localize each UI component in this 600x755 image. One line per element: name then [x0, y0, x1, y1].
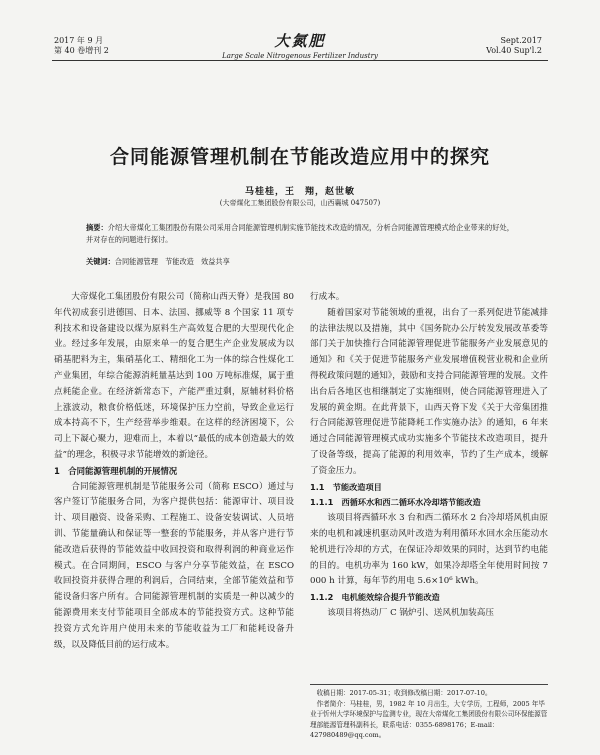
article-affiliation: (大帝煤化工集团股份有限公司，山西襄城 047507) [219, 199, 381, 207]
policy-paragraph: 随着国家对节能领域的重视，出台了一系列促进节能减排的法律法规以及措施，其中《国务院办公厅转发发展改革委等部门关于加快推行合同能源管理促进节能服务产业发展意见的通知》和《关于促进节能服务产业发展增值税营业税和企业所得税政策问题的通知》，鼓励和支持合同能源管理的发展。文件出台后各地区也相继制定了实施细则，使合同能源管理进入了发展的黄金期。在此背景下，山西天脊下发《关于大帝集团推行合同能源管理促进节能降耗工作实施办法》的通知，6 年来通过合同能源管理模式成功实施多个节能技术改造项目，提升了设备等级，提高了能源的利用效率，节约了生产成本，缓解了资金压力。 [310, 307, 548, 476]
motor-efficiency-paragraph: 该项目将热动厂 C 锅炉引、送风机加装高压 [327, 607, 494, 618]
header-right [486, 36, 542, 56]
article-title: 合同能源管理机制在节能改造应用中的探究 [109, 146, 490, 168]
abstract [86, 222, 514, 246]
section-1-heading: 1 合同能源管理机制的开展情况 [54, 465, 178, 476]
article-authors: 马桂桂，王 翔，赵世敏 [244, 187, 355, 197]
footnote [310, 684, 548, 741]
intro-paragraph: 大帝煤化工集团股份有限公司（简称山西天脊）是我国 80 年代初成套引进德国、日本、法国、挪威等 8 个国家 11 项专利技术和设备建设以煤为原料生产高效复合肥的大型现代化企业。经过多年发展，由原来单一的复合肥生产企业发展成为以硝基肥料为主，集硝基化工、精细化工为一体的综合性煤化工产业集团，年综合能源消耗量基达到 100 万吨标准煤，属于重点耗能企业。在经济新常态下，产能严重过剩，原辅材料价格上涨波动，粮食价格低迷，环境保护压力空前，导致企业运行成本持高不下，生产经营举步维艰。在这样的经济困境下，公司上下凝心聚力，迎难而上，本着以“最低的成本创造最大的效益”的理念，积极寻求节能增效的新途径。 [54, 292, 294, 460]
footnote-received: 收稿日期：2017-05-31；收到修改稿日期：2017-07-10。 [316, 689, 492, 697]
abstract-text: 介绍大帝煤化工集团股份有限公司采用合同能源管理机制实施节能技术改造的情况，分析合同能源管理模式给企业带来的好处，并对存在的问题进行探讨。 [86, 223, 514, 244]
continuation-text: 行成本。 [310, 292, 345, 302]
keywords-text: 合同能源管理 节能改造 效益共享 [114, 257, 230, 266]
issue-volume-en: Vol.40 Sup'l.2 [486, 46, 542, 55]
section-1-paragraph: 合同能源管理机制是节能服务公司（简称 ESCO）通过与客户签订节能服务合同，为客户提供包括：能源审计、项目设计、项目融资、设备采购、工程施工、设备安装调试、人员培训、节能量确认和保证等一整套的节能服务，并从客户进行节能改造后获得的节能效益中收回投资和取得利润的种商业运作模式。在合同期间，ESCO 与客户分享节能效益，在 ESCO 收回投资并获得合理的利润后，合同结束，全部节能效益和节能设备归客户所有。合同能源管理机制的实质是一种以减少的能源费用来支付节能项目全部成本的节能投资方式。这种节能投资方式允许用户使用未来的节能收益为工厂和能耗设备升级，以及降低目前的运行成本。 [54, 481, 294, 650]
keywords-label: 关键词： [86, 257, 115, 266]
issue-volume: 第 40 卷增刊 2 [54, 46, 109, 55]
keywords [86, 257, 514, 267]
subsection-1-1-2-heading: 1.1.2 电机能效综合提升节能改造 [310, 592, 440, 603]
left-column [54, 290, 294, 653]
journal-logo: 大氮肥 [274, 32, 326, 50]
issue-date-en: Sept.2017 [500, 36, 542, 45]
subsection-1-1-heading: 1.1 节能改造项目 [310, 481, 382, 492]
right-column [310, 290, 548, 622]
footnote-author-bio: 作者简介：马桂桂，男，1982 年 10 月出生，大专学历，工程师，2005 年毕业于忻州大学环境保护与监测专业，现在大帝煤化工集团股份有限公司环保能源管理部能源管理科副科长，联系电话：0355-6898176；E-mail：427980489@qq.com。 [310, 699, 548, 739]
cooling-tower-paragraph: 该项目将西循环水 3 台和西二循环水 2 台冷却塔风机由原来的电机和减速机驱动风叶改造为利用循环水回水余压能动水轮机进行冷却的方式，在保证冷却效果的同时，达到节约电能的目的。电机功率为 160 kW，如果冷却塔全年使用时间按 7 000 h 计算，每年节约用电 5.6×10⁶ kWh。 [310, 513, 548, 587]
abstract-label: 摘要： [86, 223, 108, 232]
header-rule [52, 60, 548, 61]
subsection-1-1-1-heading: 1.1.1 西循环水和西二循环水冷却塔节能改造 [310, 497, 481, 508]
issue-date: 2017 年 9 月 [54, 36, 104, 45]
journal-english-title: Large Scale Nitrogenous Fertilizer Industry [222, 52, 378, 60]
